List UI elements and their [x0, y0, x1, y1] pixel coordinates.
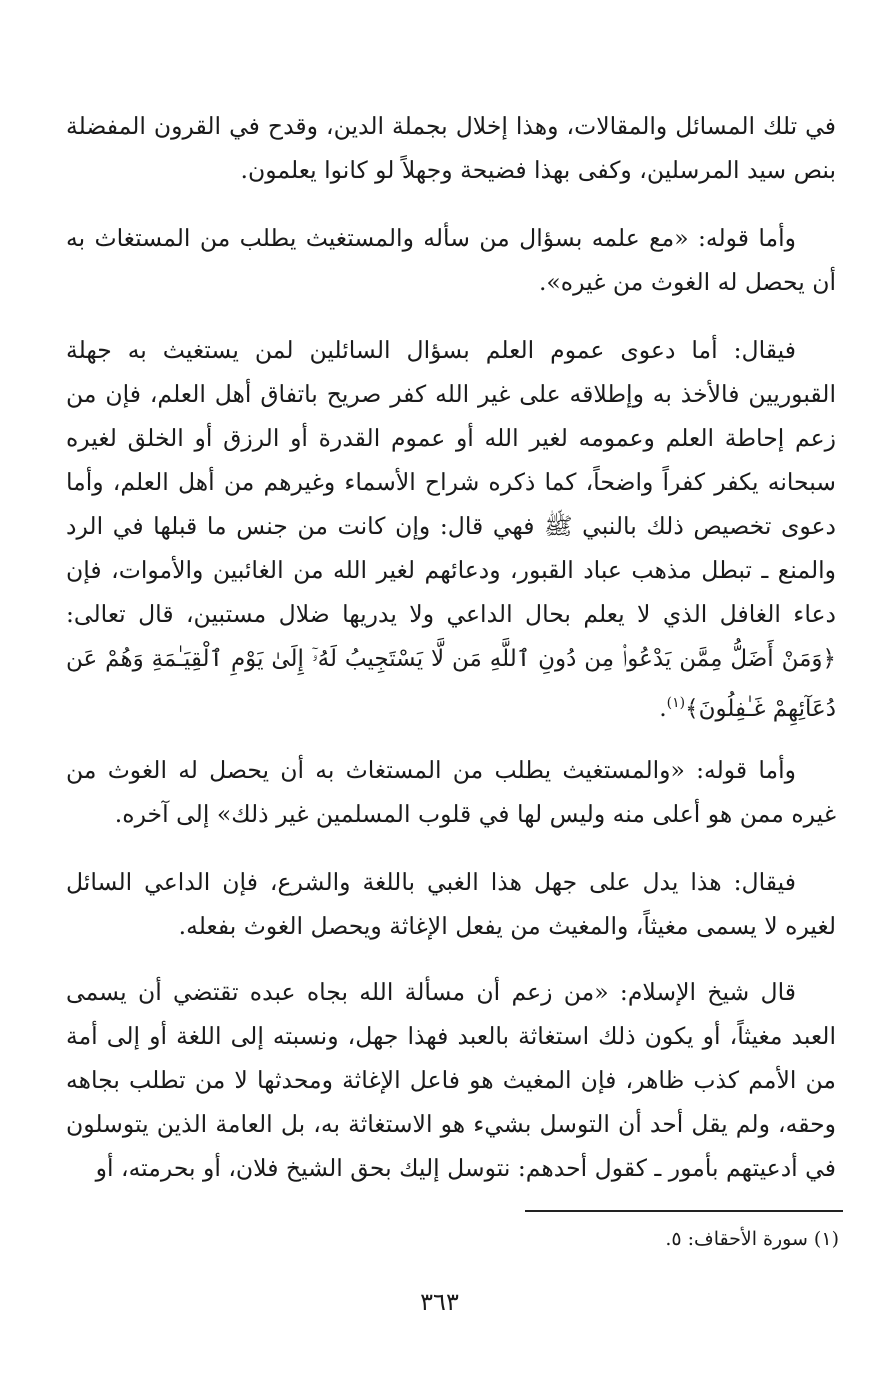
paragraph-4 [66, 748, 836, 836]
paragraph-3-text: فيقال: أما دعوى عموم العلم بسؤال السائلين لمن يستغيث به جهلة القبوريين فالأخذ به وإطلاقه على غير الله كفر صريح باتفاق أهل العلم، فإن من زعم إحاطة العلم وعمومه لغير الله أو عموم القدرة أو الرزق أو الخلق لغيره سبحانه يكفر كفراً واضحاً، كما ذكره شراح الأسماء وغيرهم من أهل العلم، وأما دعوى تخصيص ذلك بالنبي ﷺ فهي قال: وإن كانت من جنس ما قبلها في الرد والمنع ـ تبطل مذهب عباد القبور، ودعائهم لغير الله من الغائبين والأموات، فإن دعاء الغافل الذي لا يعلم بحال الداعي ولا يدريها ضلال مستبين، قال تعالى: [66, 336, 836, 628]
paragraph-3 [66, 328, 836, 731]
footnote: (١) سورة الأحقاف: ٥. [665, 1228, 839, 1250]
paragraph-6 [66, 970, 836, 1190]
page-number: ٣٦٣ [420, 1288, 459, 1316]
paragraph-5 [66, 860, 836, 948]
paragraph-2-text: وأما قوله: «مع علمه بسؤال من سأله والمستغيث يطلب من المستغاث به أن يحصل له الغوث من غيره». [66, 224, 836, 296]
paragraph-3-end: . [659, 693, 667, 722]
paragraph-2 [66, 216, 836, 304]
footnote-divider [525, 1210, 843, 1212]
quran-verse: ﴿وَمَنْ أَضَلُّ مِمَّن يَدْعُوا۟ مِن دُونِ ٱللَّهِ مَن لَّا يَسْتَجِيبُ لَهُۥٓ إِلَىٰ يَوْمِ ٱلْقِيَـٰمَةِ وَهُمْ عَن دُعَآئِهِمْ غَـٰفِلُونَ﴾ [66, 646, 836, 722]
paragraph-5-text: فيقال: هذا يدل على جهل هذا الغبي باللغة والشرع، فإن الداعي السائل لغيره لا يسمى مغيثاً، والمغيث من يفعل الإغاثة ويحصل الغوث بفعله. [66, 868, 836, 940]
paragraph-6-text: قال شيخ الإسلام: «من زعم أن مسألة الله بجاه عبده تقتضي أن يسمى العبد مغيثاً، أو يكون ذلك استغاثة بالعبد فهذا جهل، ونسبته إلى اللغة أو إلى أمة من الأمم كذب ظاهر، فإن المغيث هو فاعل الإغاثة ومحدثها لا من تطلب بجاهه وحقه، ولم يقل أحد أن التوسل بشيء هو الاستغاثة به، بل العامة الذين يتوسلون في أدعيتهم بأمور ـ كقول أحدهم: نتوسل إليك بحق الشيخ فلان، أو بحرمته، أو [66, 978, 836, 1182]
paragraph-1: في تلك المسائل والمقالات، وهذا إخلال بجملة الدين، وقدح في القرون المفضلة بنص سيد المرسلين، وكفى بهذا فضيحة وجهلاً لو كانوا يعلمون. [66, 112, 836, 184]
footnote-reference: (١) [666, 695, 686, 711]
paragraph-4-text: وأما قوله: «والمستغيث يطلب من المستغاث به أن يحصل له الغوث من غيره ممن هو أعلى منه وليس لها في قلوب المسلمين غير ذلك» إلى آخره. [66, 756, 836, 828]
